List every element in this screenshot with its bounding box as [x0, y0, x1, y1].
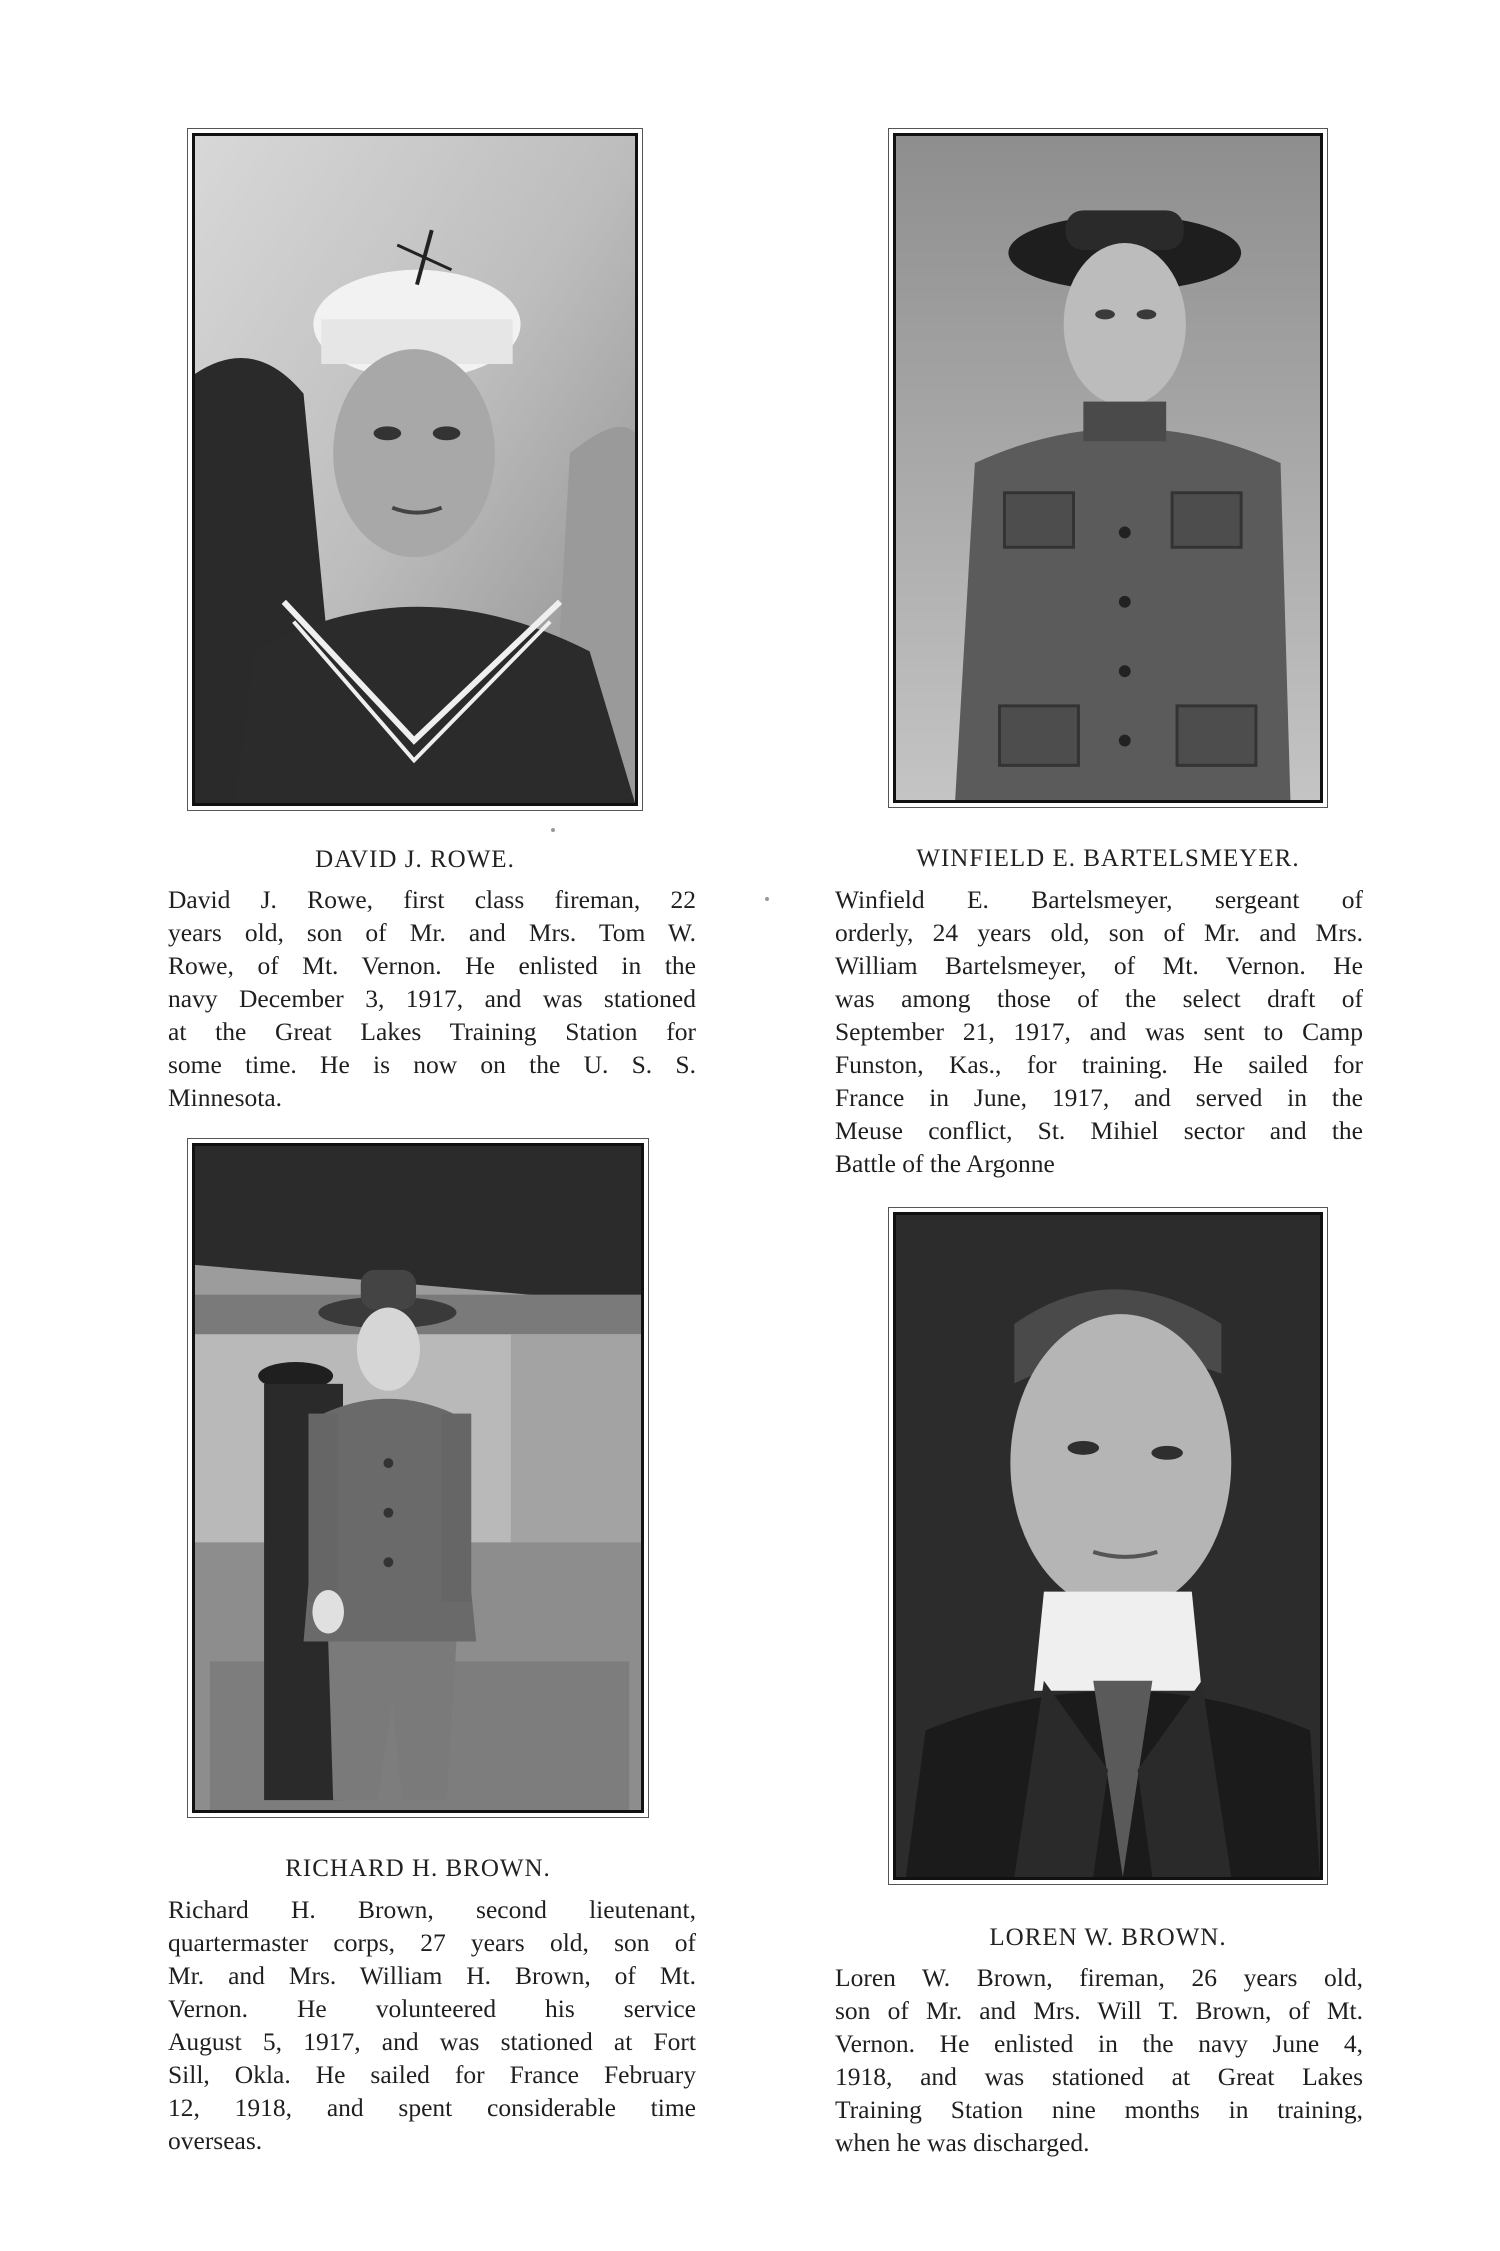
bio-line: orderly, 24 years old, son of Mr. and Mrs. [835, 918, 1363, 947]
bio-line: Meuse conflict, St. Mihiel sector and the [835, 1116, 1363, 1145]
officer-standing-image [195, 1146, 641, 1810]
stray-dot [551, 828, 555, 832]
bio-line: France in June, 1917, and served in the [835, 1083, 1363, 1112]
bio-line: Battle of the Argonne [835, 1149, 1055, 1178]
bio-line: Richard H. Brown, second lieutenant, [168, 1895, 696, 1924]
bio-line: Rowe, of Mt. Vernon. He enlisted in the [168, 951, 696, 980]
bio-line: son of Mr. and Mrs. Will T. Brown, of Mt. [835, 1996, 1363, 2025]
bio-line: Winfield E. Bartelsmeyer, sergeant of [835, 885, 1363, 914]
bio-line: August 5, 1917, and was stationed at Fort [168, 2027, 696, 2056]
stray-dot [765, 897, 769, 901]
photo-richard-brown [192, 1143, 644, 1813]
sailor-portrait-image [195, 136, 635, 803]
bio-line: Mr. and Mrs. William H. Brown, of Mt. [168, 1961, 696, 1990]
bio-line: some time. He is now on the U. S. S. [168, 1050, 696, 1079]
caption-winfield-bartelsmeyer: WINFIELD E. BARTELSMEYER. [916, 845, 1300, 872]
civilian-portrait-image [896, 1215, 1320, 1877]
bio-line: Vernon. He enlisted in the navy June 4, [835, 2029, 1363, 2058]
caption-richard-brown: RICHARD H. BROWN. [285, 1855, 551, 1882]
bio-line: Training Station nine months in training, [835, 2095, 1363, 2124]
soldier-portrait-image [896, 136, 1320, 800]
caption-loren-brown: LOREN W. BROWN. [989, 1924, 1227, 1951]
photo-david-rowe [192, 133, 638, 806]
caption-david-rowe: DAVID J. ROWE. [315, 846, 515, 873]
bio-line: September 21, 1917, and was sent to Camp [835, 1017, 1363, 1046]
bio-line: David J. Rowe, first class fireman, 22 [168, 885, 696, 914]
photo-loren-brown [893, 1212, 1323, 1880]
bio-line: Minnesota. [168, 1083, 283, 1112]
bio-line: 12, 1918, and spent considerable time [168, 2093, 696, 2122]
bio-line: Funston, Kas., for training. He sailed for [835, 1050, 1363, 1079]
bio-line: William Bartelsmeyer, of Mt. Vernon. He [835, 951, 1363, 980]
bio-line: years old, son of Mr. and Mrs. Tom W. [168, 918, 696, 947]
bio-line: was among those of the select draft of [835, 984, 1363, 1013]
bio-winfield-bartelsmeyer [835, 883, 1363, 1180]
bio-line: when he was discharged. [835, 2128, 1090, 2157]
bio-line: Loren W. Brown, fireman, 26 years old, [835, 1963, 1363, 1992]
photo-winfield-bartelsmeyer [893, 133, 1323, 803]
bio-david-rowe [168, 883, 696, 1114]
bio-loren-brown [835, 1961, 1363, 2159]
bio-line: overseas. [168, 2126, 263, 2155]
bio-richard-brown [168, 1893, 696, 2157]
bio-line: quartermaster corps, 27 years old, son of [168, 1928, 696, 1957]
bio-line: 1918, and was stationed at Great Lakes [835, 2062, 1363, 2091]
bio-line: Sill, Okla. He sailed for France February [168, 2060, 696, 2089]
bio-line: Vernon. He volunteered his service [168, 1994, 696, 2023]
bio-line: navy December 3, 1917, and was stationed [168, 984, 696, 1013]
bio-line: at the Great Lakes Training Station for [168, 1017, 696, 1046]
